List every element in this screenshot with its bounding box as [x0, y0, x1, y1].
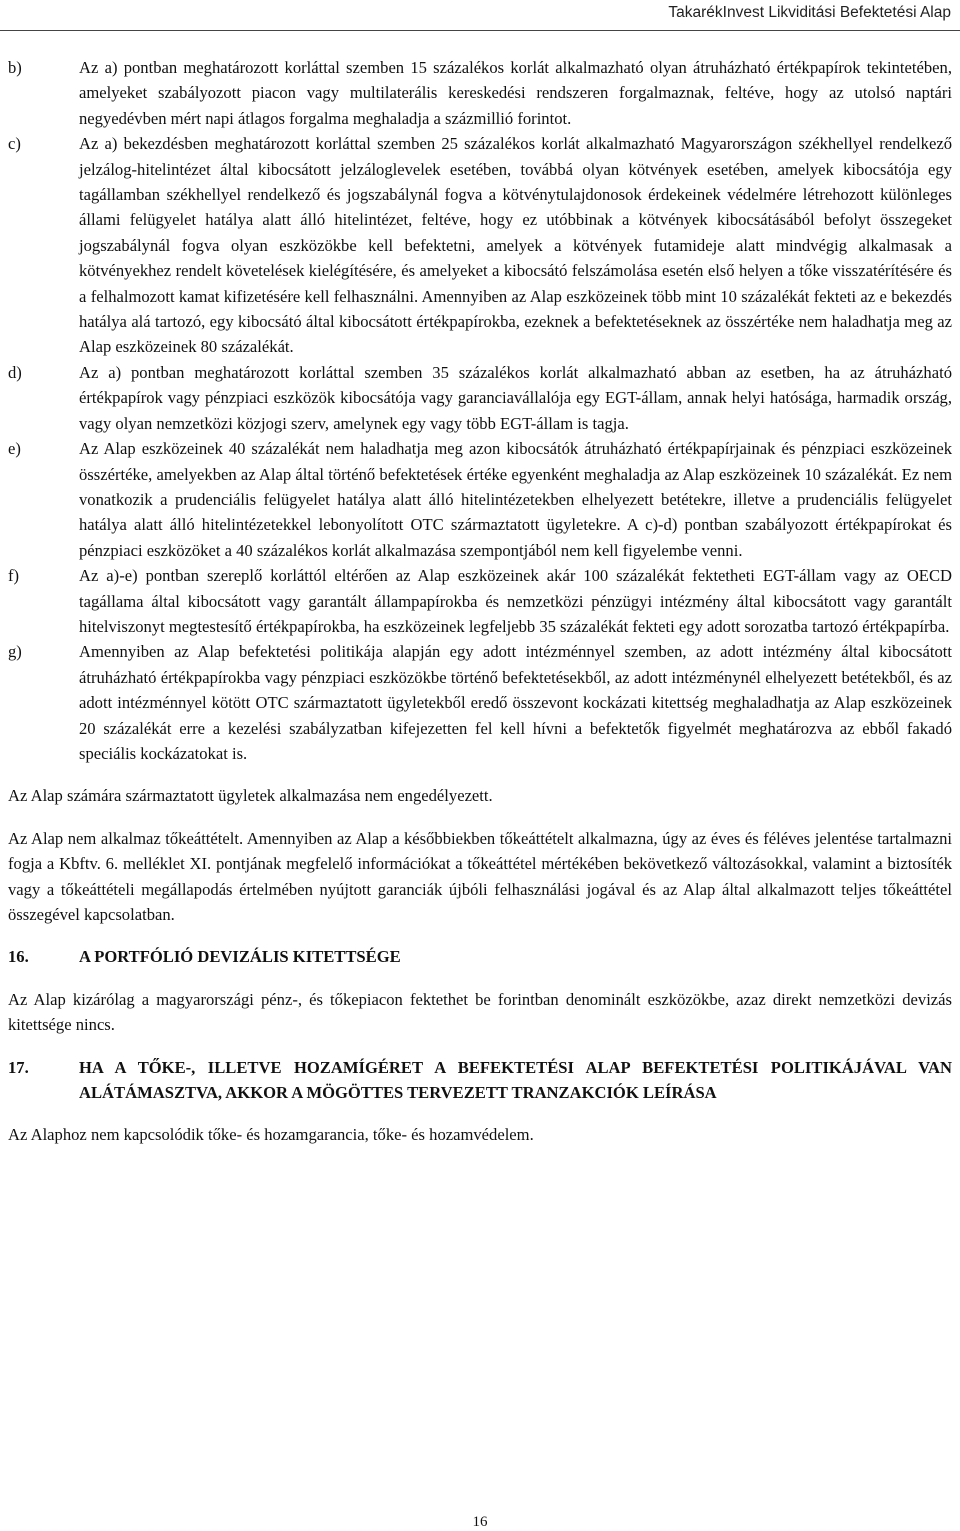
section-17-heading — [8, 1055, 952, 1106]
list-item-text: Amennyiben az Alap befektetési politikája alapján egy adott intézménnyel szemben, az adott intézmény által kibocsátott átruházható értékpapírokba vagy pénzpiaci eszközökbe történő befektetésekből, az adott intézménynél elhelyezett betétekből, és az adott intézménnyel kötött OTC származtatott ügyletekből eredő összevont kockázati kitettség meghaladhatja az Alap eszközeinek 20 százalékát erre a kezelési szabályzatban kifejezetten fel kell hívni a befektetők figyelmét meghatározva az ebből fakadó speciális kockázatokat is. — [79, 642, 952, 763]
running-header: TakarékInvest Likviditási Befektetési Alap — [668, 4, 951, 21]
list-item-text: Az Alap eszközeinek 40 százalékát nem haladhatja meg azon kibocsátók átruházható értékpapírjainak és pénzpiaci eszközeinek összértéke, amelyekben az Alap által történő befektetések értéke egyenként meghaladja az Alap eszközeinek 10 százalékát. Ez nem vonatkozik a prudenciális felügyelet hatálya alatt álló hitelintézetekben elhelyezett betétekre, illetve a prudenciális felügyelet hatálya alatt álló hitelintézetekkel lebonyolított OTC származtatott ügyletekre. A c)-d) pontban szabályozott értékpapírokat és pénzpiaci eszközöket a 40 százalékos korlát alkalmazása szempontjából nem kell figyelembe venni. — [79, 439, 952, 560]
section-title: HA A TŐKE-, ILLETVE HOZAMÍGÉRET A BEFEKTETÉSI ALAP BEFEKTETÉSI POLITIKÁJÁVAL VAN ALÁTÁMASZTVA, AKKOR A MÖGÖTTES TERVEZETT TRANZAKCIÓK LEÍRÁSA — [79, 1057, 952, 1103]
list-item-label: c) — [8, 134, 21, 154]
list-item-d — [8, 360, 952, 436]
list-item-f — [8, 563, 952, 639]
list-item-label: g) — [8, 642, 22, 662]
list-item-text: Az a) bekezdésben meghatározott korláttal szemben 25 százalékos korlát alkalmazható Magyarországon székhellyel rendelkező jelzálog-hitelintézet által kibocsátott jelzáloglevelek esetében, továbbá olyan kötvények esetében, amelyek kibocsátója egy tagállamban székhellyel rendelkező és jogszabálynál fogva a kötvénytulajdonosok érdekeinek védelmére létrehozott különleges állami felügyelet hatálya alatt álló hitelintézet, feltéve, hogy ez utóbbinak a kötvények kibocsátásából befolyt összegeket jogszabálynál fogva olyan eszközökbe kell befektetni, amelyek a kötvények futamideje alatt mindvégig alkalmasak a kötvényekhez rendelt követelések kielégítésére, és amelyeket a kibocsátó felszámolása esetén első helyen a tőke visszatérítésére és a felhalmozott kamat kifizetésére kell felhasználni. Amennyiben az Alap eszközeinek több mint 10 százalékát fekteti az e bekezdés hatálya alá tartozó, egy kibocsátó által kibocsátott értékpapírokba, ezeknek a befektetéseknek az összértéke nem haladhatja meg az Alap eszközeinek 80 százalékát. — [79, 134, 952, 357]
section-number: 17. — [8, 1057, 29, 1077]
list-item-e — [8, 436, 952, 563]
list-item-c — [8, 131, 952, 360]
leverage-paragraph: Az Alap nem alkalmaz tőkeáttételt. Amennyiben az Alap a későbbiekben tőkeáttételt alkalmazna, úgy az éves és féléves jelentése tartalmazni fogja a Kbftv. 6. melléklet XI. pontjának megfelelő információkat a tőkeáttétel mértékében bekövetkező változásokkal, valamint a biztosíték vagy a tőkeáttételi megállapodás értelmében nyújtott garanciák újbóli felhasználási jogával és az Alap által alkalmazott teljes tőkeáttétel összegével kapcsolatban. — [8, 828, 952, 924]
section-16-heading — [8, 944, 952, 969]
section-title: A PORTFÓLIÓ DEVIZÁLIS KITETTSÉGE — [79, 947, 401, 967]
list-item-text: Az a) pontban meghatározott korláttal szemben 15 százalékos korlát alkalmazható olyan átruházható értékpapírok tekintetében, amelyeket szabályozott piacon vagy multilaterális kereskedési rendszeren forgalmaznak, feltéve, hogy az utolsó naptári negyedévben mért napi átlagos forgalma meghaladja a százmillió forintot. — [79, 58, 952, 128]
section-number: 16. — [8, 947, 29, 967]
section-16-body: Az Alap kizárólag a magyarországi pénz-, és tőkepiacon fektethet be forintban denominált eszközökbe, azaz direkt nemzetközi devizás kitettsége nincs. — [8, 989, 952, 1035]
list-item-label: d) — [8, 362, 22, 382]
list-item-b — [8, 55, 952, 131]
header-divider — [0, 30, 960, 31]
page-number: 16 — [472, 1514, 488, 1530]
document-body — [8, 55, 952, 1148]
derivatives-paragraph: Az Alap számára származtatott ügyletek alkalmazása nem engedélyezett. — [8, 786, 493, 806]
list-item-label: b) — [8, 58, 22, 77]
list-item-g — [8, 639, 952, 766]
list-item-text: Az a) pontban meghatározott korláttal szemben 35 százalékos korlát alkalmazható abban az esetben, ha az átruházható értékpapírok vagy pénzpiaci eszközök kibocsátója vagy garanciavállalója egy EGT-állam, annak helyi hatósága, harmadik ország, vagy olyan nemzetközi közjogi szerv, amelynek egy vagy több EGT-állam is tagja. — [79, 362, 952, 433]
list-item-label: f) — [8, 566, 20, 586]
list-item-label: e) — [8, 439, 21, 459]
list-item-text: Az a)-e) pontban szereplő korláttól eltérően az Alap eszközeinek akár 100 százalékát fektetheti EGT-állam vagy az OECD tagállama által kibocsátott vagy garantált állampapírokba és nemzetközi pénzügyi intézmény által kibocsátott vagy garantált hitelviszonyt megtestesítő értékpapírokba, ha eszközeinek legfeljebb 35 százalékát fekteti egy adott sorozatba tartozó értékpapírba. — [79, 566, 952, 636]
section-17-body: Az Alaphoz nem kapcsolódik tőke- és hozamgarancia, tőke- és hozamvédelem. — [8, 1125, 534, 1145]
